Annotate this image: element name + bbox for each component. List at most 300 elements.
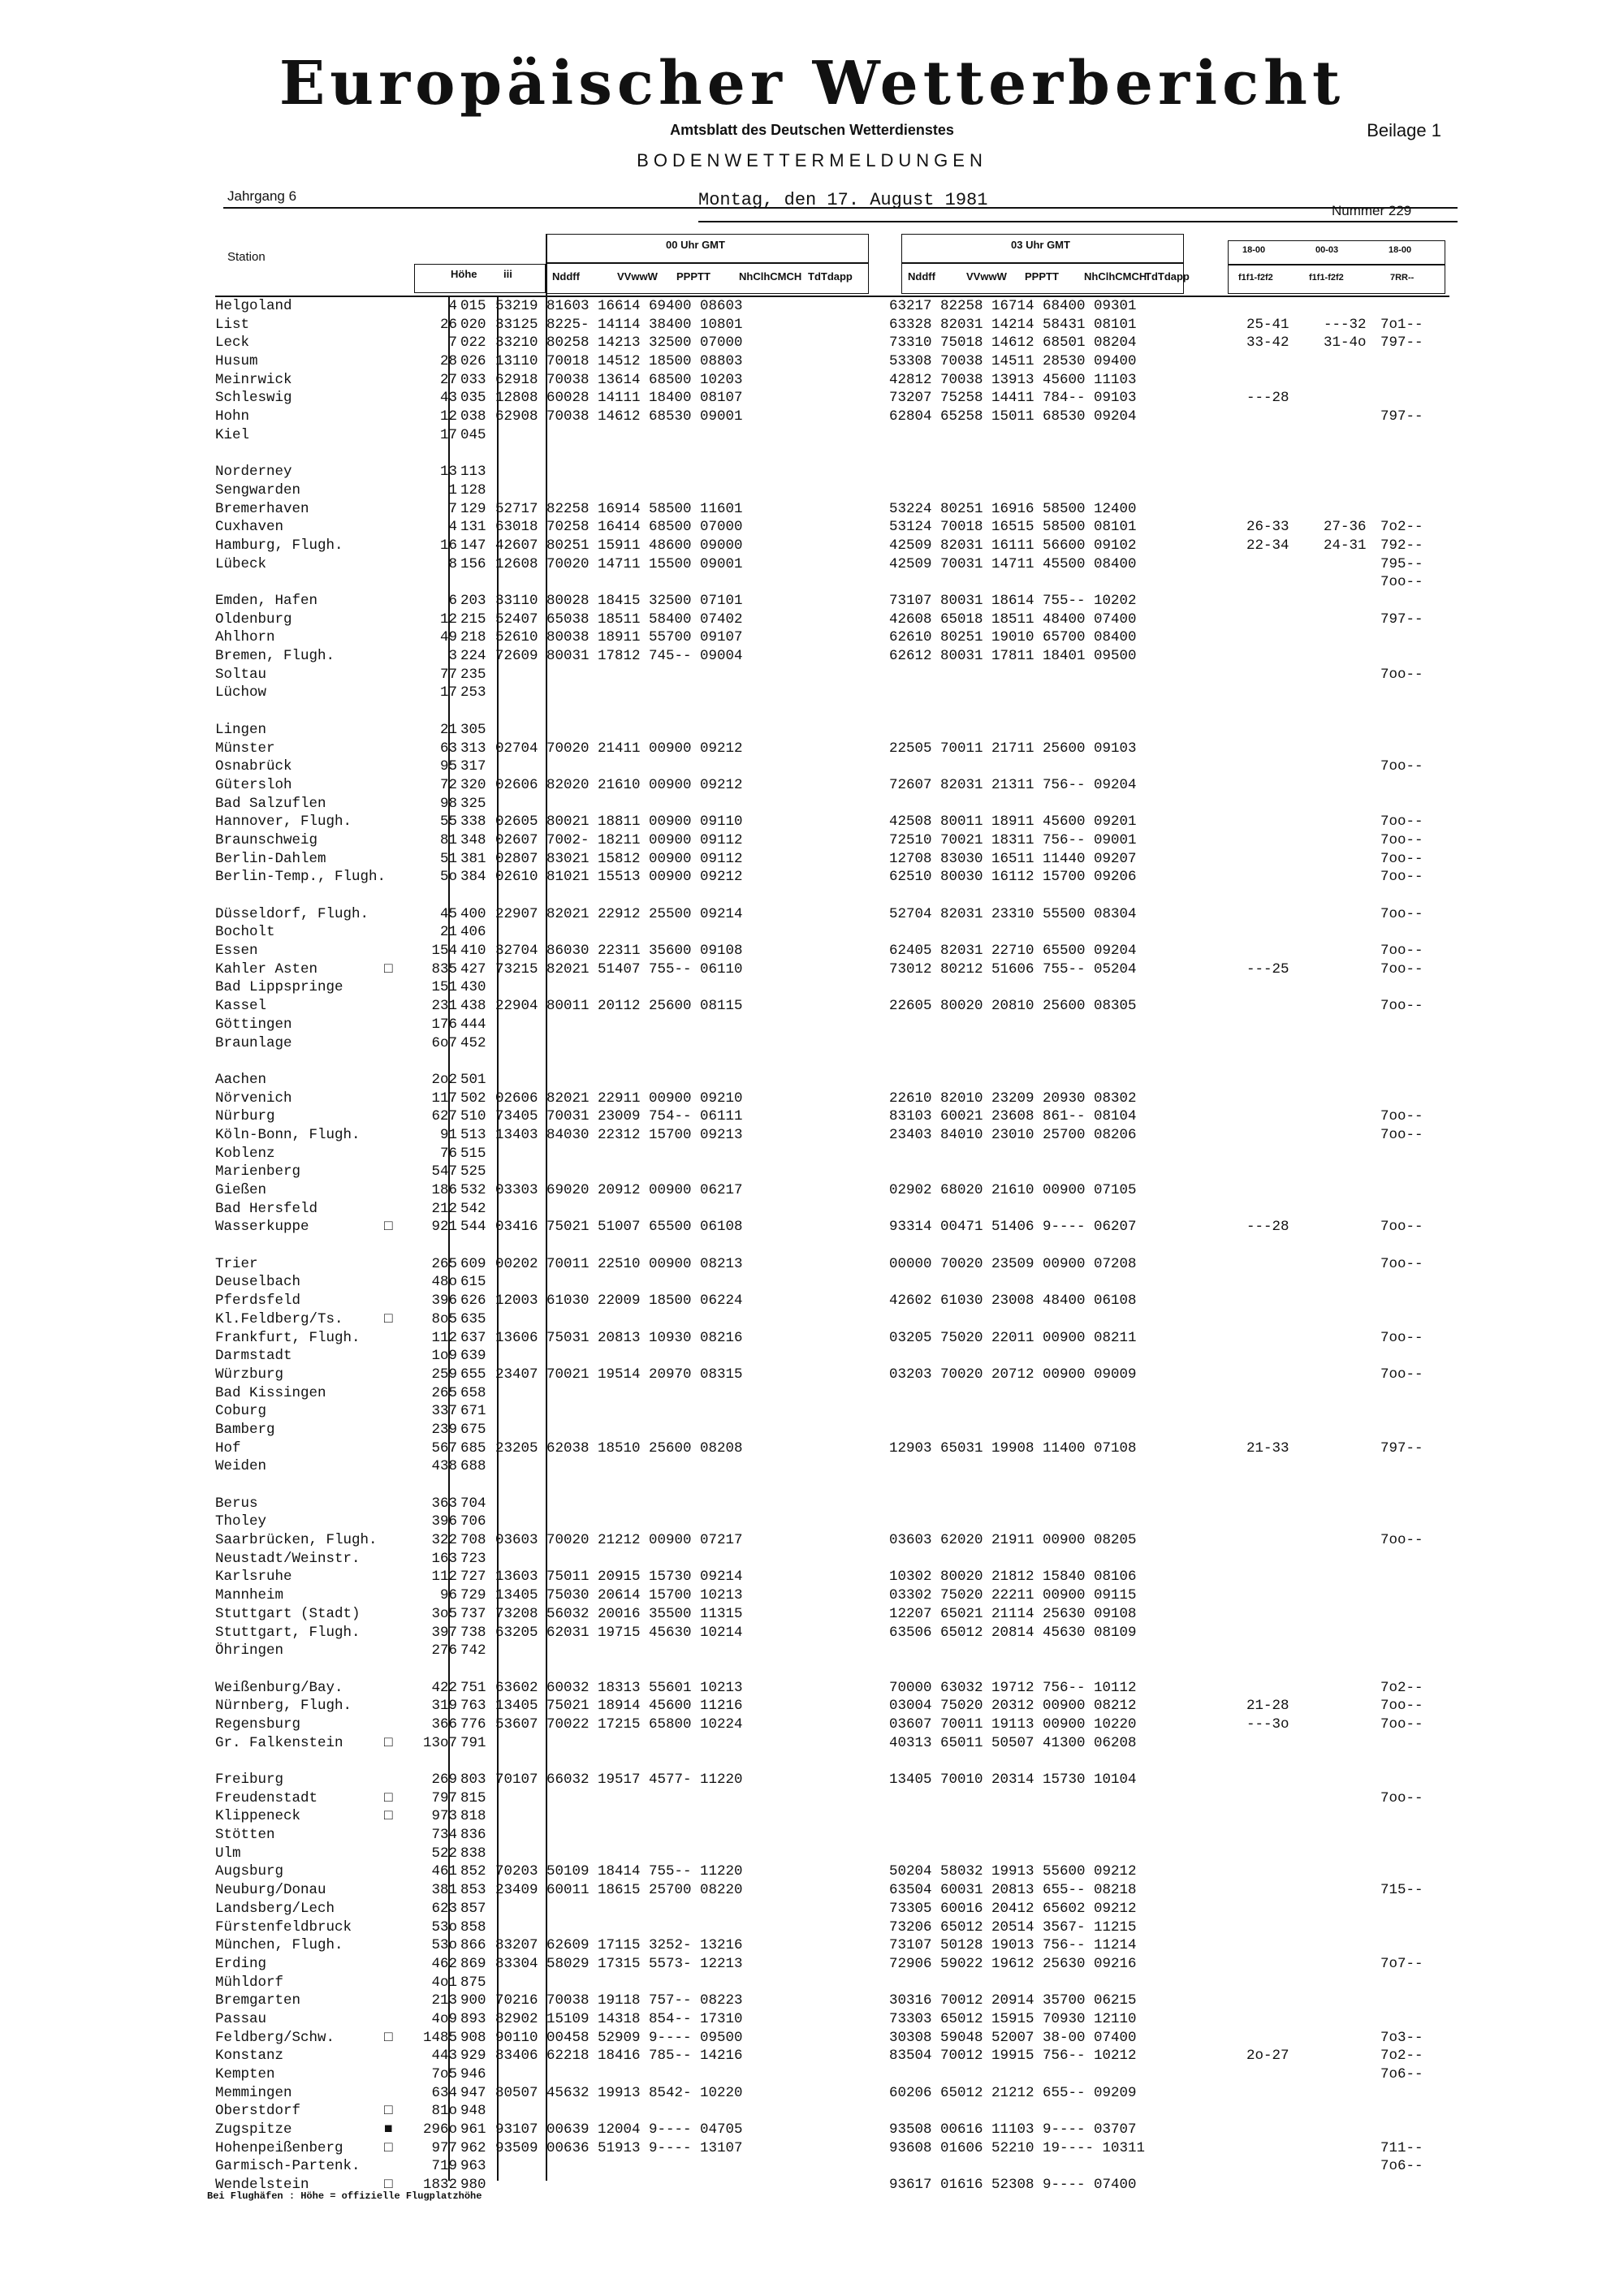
station-name: Sengwarden: [215, 481, 301, 498]
rr-7rr: 7oo--: [1380, 1698, 1423, 1715]
obs-03gmt: 03004 75020 20312 00900 08212: [889, 1698, 1137, 1715]
station-name: Cuxhaven: [215, 519, 284, 536]
station-name: Bad Kissingen: [215, 1384, 326, 1401]
station-number: 838: [460, 1845, 486, 1862]
obs-03gmt: 73305 60016 20412 65602 09212: [889, 1900, 1137, 1917]
station-name: Bocholt: [215, 924, 275, 941]
obs-03gmt: 03607 70011 19113 00900 10220: [889, 1716, 1137, 1733]
rr-18-00: 26-33: [1246, 519, 1289, 536]
obs-00gmt: 82902 15109 14318 854-- 17310: [495, 2010, 743, 2027]
table-row: [215, 1126, 1458, 1145]
table-row: [215, 1900, 1458, 1918]
table-row: [215, 2084, 1458, 2103]
obs-03gmt: 63506 65012 20814 45630 08109: [889, 1624, 1137, 1641]
obs-00gmt: 02610 81021 15513 00900 09212: [495, 869, 743, 886]
obs-00gmt: 00202 70011 22510 00900 08213: [495, 1255, 743, 1272]
obs-03gmt: 62612 80031 17811 18401 09500: [889, 648, 1137, 665]
rr-7rr: 7oo--: [1380, 960, 1423, 978]
obs-03gmt: 22505 70011 21711 25600 09103: [889, 740, 1137, 757]
station-name: Deuselbach: [215, 1274, 301, 1291]
station-height: 3o5: [431, 1605, 457, 1622]
station-height: 259: [431, 1366, 457, 1383]
table-row: [215, 1476, 1458, 1495]
rr-7rr: 7oo--: [1380, 1532, 1423, 1549]
station-name: Gütersloh: [215, 776, 292, 793]
station-height: 337: [431, 1403, 457, 1420]
station-number: 671: [460, 1403, 486, 1420]
station-height: 28: [439, 353, 457, 370]
station-number: 615: [460, 1274, 486, 1291]
station-height: 462: [431, 1955, 457, 1972]
table-row: [215, 2139, 1458, 2158]
rr-col-1: 18-00: [1242, 245, 1266, 255]
station-height: 81: [439, 831, 457, 848]
station-number: 510: [460, 1108, 486, 1125]
station-number: 815: [460, 1789, 486, 1806]
section-title: BODENWETTERMELDUNGEN: [637, 150, 987, 170]
station-height: 1o9: [431, 1348, 457, 1365]
station-height: 55: [439, 814, 457, 831]
obs-03gmt: 12207 65021 21114 25630 09108: [889, 1605, 1137, 1622]
obs-00gmt: 12003 61030 22009 18500 06224: [495, 1293, 743, 1310]
station-name: Soltau: [215, 666, 267, 683]
obs-03gmt: 73206 65012 20514 3567- 11215: [889, 1918, 1137, 1936]
rr-7rr: 7oo--: [1380, 998, 1423, 1015]
rr-18-00: ---28: [1246, 390, 1289, 407]
beilage-label: Beilage 1: [1367, 120, 1441, 140]
station-height: 43: [439, 390, 457, 407]
obs-03gmt: 60206 65012 21212 655-- 09209: [889, 2084, 1137, 2101]
table-row: [215, 1845, 1458, 1863]
station-name: Düsseldorf, Flugh.: [215, 905, 369, 922]
table-row: [215, 1107, 1458, 1126]
mountain-marker: □: [384, 2029, 393, 2046]
obs-00gmt: 13405 75021 18914 45600 11216: [495, 1698, 743, 1715]
station-name: Kahler Asten: [215, 960, 318, 978]
obs-03gmt: 12903 65031 19908 11400 07108: [889, 1439, 1137, 1457]
table-row: [215, 1716, 1458, 1734]
obs-03gmt: 93508 00616 11103 9---- 03707: [889, 2121, 1137, 2138]
station-name: Helgoland: [215, 298, 292, 314]
rr-18-00: 2o-27: [1246, 2048, 1289, 2065]
station-number: 410: [460, 943, 486, 960]
station-height: 21: [439, 721, 457, 738]
station-name: Hamburg, Flugh.: [215, 537, 343, 554]
station-number: 427: [460, 960, 486, 978]
gmt03-group-1: Nddff: [908, 270, 935, 283]
gmt00-group-1: Nddff: [552, 270, 580, 283]
mountain-marker: □: [384, 960, 393, 978]
station-height: 4o1: [431, 1974, 457, 1991]
station-number: 852: [460, 1863, 486, 1880]
table-row: [215, 1200, 1458, 1219]
obs-03gmt: 83103 60021 23608 861-- 08104: [889, 1108, 1137, 1125]
rr-7rr: 797--: [1380, 611, 1423, 628]
obs-00gmt: 90110 00458 52909 9---- 09500: [495, 2029, 743, 2046]
station-number: 015: [460, 298, 486, 314]
obs-03gmt: 52704 82031 23310 55500 08304: [889, 905, 1137, 922]
table-row: [215, 1586, 1458, 1605]
station-name: Stuttgart, Flugh.: [215, 1624, 361, 1641]
station-name: Essen: [215, 943, 258, 960]
document-title: Europäischer Wetterbericht: [279, 49, 1345, 119]
station-number: 438: [460, 998, 486, 1015]
station-number: 655: [460, 1366, 486, 1383]
mountain-marker: □: [384, 2103, 393, 2120]
station-height: 186: [431, 1182, 457, 1198]
table-row: [215, 1642, 1458, 1660]
obs-03gmt: 42602 61030 23008 48400 06108: [889, 1293, 1137, 1310]
table-row: [215, 850, 1458, 869]
station-name: Koblenz: [215, 1145, 275, 1162]
table-row: [215, 1955, 1458, 1974]
station-height: 397: [431, 1624, 457, 1641]
station-height: 1832: [422, 2177, 457, 2194]
station-height: 13: [439, 464, 457, 481]
table-row: [215, 2029, 1458, 2048]
station-height: 366: [431, 1716, 457, 1733]
station-number: 948: [460, 2103, 486, 2120]
obs-00gmt: 02607 7002- 18211 00900 09112: [495, 831, 743, 848]
rr-7rr: 7o7--: [1380, 1955, 1423, 1972]
station-name: Münster: [215, 740, 275, 757]
station-height: 77: [439, 666, 457, 683]
station-number: 706: [460, 1513, 486, 1530]
rr-7rr: 7oo--: [1380, 1255, 1423, 1272]
station-number: 875: [460, 1974, 486, 1991]
issue-date: Montag, den 17. August 1981: [698, 190, 988, 210]
obs-00gmt: 83304 58029 17315 5573- 12213: [495, 1955, 743, 1972]
station-name: Ulm: [215, 1845, 241, 1862]
table-row: [215, 1090, 1458, 1108]
document-subtitle: Amtsblatt des Deutschen Wetterdienstes: [670, 122, 954, 138]
station-number: 544: [460, 1219, 486, 1236]
station-number: 035: [460, 390, 486, 407]
table-row: [215, 1181, 1458, 1200]
table-row: [215, 1789, 1458, 1808]
gmt03-group-5: TdTdapp: [1145, 270, 1190, 283]
station-name: Memmingen: [215, 2084, 292, 2101]
obs-00gmt: 22904 80011 20112 25600 08115: [495, 998, 743, 1015]
station-number: 218: [460, 629, 486, 646]
table-row: [215, 1163, 1458, 1181]
station-name: Kassel: [215, 998, 267, 1015]
obs-03gmt: 03203 70020 20712 00900 09009: [889, 1366, 1137, 1383]
table-row: [215, 628, 1458, 647]
station-number: 525: [460, 1163, 486, 1180]
rr-7rr: 7oo--: [1380, 1126, 1423, 1143]
obs-00gmt: 22907 82021 22912 25500 09214: [495, 905, 743, 922]
table-row: [215, 2047, 1458, 2065]
station-number: 908: [460, 2029, 486, 2046]
station-height: 96: [439, 1587, 457, 1604]
station-height: 627: [431, 1108, 457, 1125]
station-number: 609: [460, 1255, 486, 1272]
station-number: 858: [460, 1918, 486, 1936]
station-name: Osnabrück: [215, 758, 292, 775]
station-name: Göttingen: [215, 1016, 292, 1033]
station-name: Berlin-Dahlem: [215, 850, 326, 867]
obs-03gmt: 42509 70031 14711 45500 08400: [889, 555, 1137, 572]
station-name: Oldenburg: [215, 611, 292, 628]
station-name: Stuttgart (Stadt): [215, 1605, 361, 1622]
table-row: [215, 905, 1458, 924]
station-name: Hannover, Flugh.: [215, 814, 352, 831]
station-height: 17: [439, 426, 457, 443]
station-name: Emden, Hafen: [215, 593, 318, 609]
station-name: Schleswig: [215, 390, 292, 407]
table-row: [215, 813, 1458, 831]
station-name: Köln-Bonn, Flugh.: [215, 1126, 361, 1143]
station-number: 348: [460, 831, 486, 848]
table-row: [215, 1974, 1458, 1992]
station-number: 866: [460, 1937, 486, 1954]
table-row: [215, 1771, 1458, 1789]
station-height: 6: [448, 593, 457, 609]
rr-7rr: 7oo--: [1380, 943, 1423, 960]
rr-7rr: 7o2--: [1380, 2048, 1423, 2065]
table-row: [215, 647, 1458, 666]
station-height: 797: [431, 1789, 457, 1806]
station-number: 962: [460, 2139, 486, 2156]
station-height: 396: [431, 1513, 457, 1530]
obs-00gmt: 02704 70020 21411 00900 09212: [495, 740, 743, 757]
gmt03-group-3: PPPTT: [1025, 270, 1059, 283]
station-number: 675: [460, 1421, 486, 1438]
rr-7rr: 7oo--: [1380, 758, 1423, 775]
station-height: 438: [431, 1458, 457, 1475]
station-name: Landsberg/Lech: [215, 1900, 335, 1917]
gmt00-group-3: PPPTT: [676, 270, 710, 283]
obs-00gmt: 13603 75011 20915 15730 09214: [495, 1569, 743, 1586]
station-name: Konstanz: [215, 2048, 284, 2065]
station-number: 900: [460, 1992, 486, 2009]
station-height: 91: [439, 1126, 457, 1143]
station-name: Mühldorf: [215, 1974, 284, 1991]
station-number: 131: [460, 519, 486, 536]
obs-03gmt: 63217 82258 16714 68400 09301: [889, 298, 1137, 314]
station-height: 623: [431, 1900, 457, 1917]
obs-03gmt: 22605 80020 20810 25600 08305: [889, 998, 1137, 1015]
station-number: 704: [460, 1495, 486, 1512]
table-row: [215, 1531, 1458, 1550]
station-name: Bremgarten: [215, 1992, 301, 2009]
obs-03gmt: 30316 70012 20914 35700 06215: [889, 1992, 1137, 2009]
obs-00gmt: 73215 82021 51407 755-- 06110: [495, 960, 743, 978]
station-height: 4: [448, 298, 457, 314]
obs-03gmt: 70000 63032 19712 756-- 10112: [889, 1679, 1137, 1696]
obs-00gmt: 93107 00639 12004 9---- 04705: [495, 2121, 743, 2138]
jahrgang-label: Jahrgang 6: [227, 188, 297, 204]
station-height: 112: [431, 1329, 457, 1346]
table-row: [215, 978, 1458, 997]
station-height: 265: [431, 1384, 457, 1401]
mountain-marker: □: [384, 1808, 393, 1825]
obs-00gmt: 13110 70018 14512 18500 08803: [495, 353, 743, 370]
station-name: Norderney: [215, 464, 292, 481]
table-row: [215, 537, 1458, 555]
rr-7rr: 7oo--: [1380, 666, 1423, 683]
station-height: 396: [431, 1293, 457, 1310]
rr-7rr: 795--: [1380, 555, 1423, 572]
table-row: [215, 1347, 1458, 1366]
station-height: 7o5: [431, 2066, 457, 2082]
obs-03gmt: 62405 82031 22710 65500 09204: [889, 943, 1137, 960]
station-height: 12: [439, 611, 457, 628]
station-height: 45: [439, 905, 457, 922]
obs-03gmt: 53124 70018 16515 58500 08101: [889, 519, 1137, 536]
station-number: 836: [460, 1827, 486, 1844]
table-row: [215, 1752, 1458, 1771]
obs-03gmt: 73303 65012 15915 70930 12110: [889, 2010, 1137, 2027]
station-name: Stötten: [215, 1827, 275, 1844]
table-row: [215, 1236, 1458, 1255]
rr-18-00: 21-33: [1246, 1439, 1289, 1457]
station-name: Nürburg: [215, 1108, 275, 1125]
rr-7rr: 797--: [1380, 1439, 1423, 1457]
station-number: 215: [460, 611, 486, 628]
station-height: 8: [448, 555, 457, 572]
station-height: 231: [431, 998, 457, 1015]
station-name: Gießen: [215, 1182, 267, 1198]
obs-00gmt: 52717 82258 16914 58500 11601: [495, 500, 743, 517]
station-number: 020: [460, 316, 486, 333]
obs-00gmt: 93509 00636 51913 9---- 13107: [495, 2139, 743, 2156]
station-name: Husum: [215, 353, 258, 370]
station-name: Kempten: [215, 2066, 275, 2082]
obs-03gmt: 62510 80030 16112 15700 09206: [889, 869, 1137, 886]
station-height: 567: [431, 1439, 457, 1457]
station-height: 269: [431, 1772, 457, 1788]
station-number: 320: [460, 776, 486, 793]
obs-03gmt: 40313 65011 50507 41300 06208: [889, 1734, 1137, 1751]
table-row: [215, 666, 1458, 684]
table-row: [215, 831, 1458, 850]
station-name: Lübeck: [215, 555, 267, 572]
table-row: [215, 887, 1458, 905]
obs-03gmt: 13405 70010 20314 15730 10104: [889, 1772, 1137, 1788]
station-name: Trier: [215, 1255, 258, 1272]
table-row: [215, 1624, 1458, 1642]
table-row: [215, 389, 1458, 408]
table-row: [215, 1862, 1458, 1881]
station-number: 515: [460, 1145, 486, 1162]
rr-7rr: 7o6--: [1380, 2158, 1423, 2175]
table-row: [215, 1145, 1458, 1163]
rr-7rr: 7oo--: [1380, 869, 1423, 886]
station-number: 452: [460, 1034, 486, 1051]
gmt00-group-4: NhClhCMCH: [739, 270, 802, 283]
station-height: 443: [431, 2048, 457, 2065]
station-height: 53o: [431, 1937, 457, 1954]
station-height: 26: [439, 316, 457, 333]
obs-03gmt: 63328 82031 14214 58431 08101: [889, 316, 1137, 333]
table-row: [215, 1421, 1458, 1439]
station-number: 026: [460, 353, 486, 370]
obs-00gmt: 70216 70038 19118 757-- 08223: [495, 1992, 743, 2009]
obs-00gmt: 63018 70258 16414 68500 07000: [495, 519, 743, 536]
rr-18-00: ---28: [1246, 1219, 1289, 1236]
station-name: Erding: [215, 1955, 267, 1972]
rr-col-2: 00-03: [1315, 245, 1339, 255]
station-height: 322: [431, 1532, 457, 1549]
station-number: 763: [460, 1698, 486, 1715]
station-height: 112: [431, 1569, 457, 1586]
obs-00gmt: 03303 69020 20912 00900 06217: [495, 1182, 743, 1198]
obs-03gmt: 62610 80251 19010 65700 08400: [889, 629, 1137, 646]
col-header-iii: iii: [503, 268, 512, 280]
station-number: 381: [460, 850, 486, 867]
table-row: [215, 1605, 1458, 1624]
station-number: 400: [460, 905, 486, 922]
station-number: 532: [460, 1182, 486, 1198]
station-name: Tholey: [215, 1513, 267, 1530]
obs-03gmt: 53224 80251 16916 58500 12400: [889, 500, 1137, 517]
station-name: Karlsruhe: [215, 1569, 292, 1586]
station-name: Weißenburg/Bay.: [215, 1679, 343, 1696]
station-name: List: [215, 316, 250, 333]
station-name: Frankfurt, Flugh.: [215, 1329, 361, 1346]
table-row: [215, 684, 1458, 702]
station-name: Bremen, Flugh.: [215, 648, 335, 665]
obs-00gmt: 13403 84030 22312 15700 09213: [495, 1126, 743, 1143]
rr-7rr: 7o2--: [1380, 519, 1423, 536]
table-row: [215, 1439, 1458, 1458]
table-row: [215, 1016, 1458, 1034]
station-number: 338: [460, 814, 486, 831]
station-number: 857: [460, 1900, 486, 1917]
station-name: Bamberg: [215, 1421, 275, 1438]
station-height: 2o2: [431, 1071, 457, 1088]
mountain-marker: □: [384, 2177, 393, 2194]
rr-col-3: 18-00: [1389, 245, 1412, 255]
station-name: Lingen: [215, 721, 267, 738]
station-height: 98: [439, 795, 457, 812]
station-number: 253: [460, 684, 486, 701]
obs-00gmt: 03416 75021 51007 65500 06108: [495, 1219, 743, 1236]
obs-03gmt: 03302 75020 22211 00900 09115: [889, 1587, 1137, 1604]
obs-03gmt: 73012 80212 51606 755-- 05204: [889, 960, 1137, 978]
station-name: Kl.Feldberg/Ts.: [215, 1310, 343, 1327]
gmt03-label: 03 Uhr GMT: [1011, 239, 1070, 251]
rr-18-00: 33-42: [1246, 334, 1289, 352]
table-row: [215, 2065, 1458, 2084]
station-height: 4: [448, 519, 457, 536]
table-row: [215, 1402, 1458, 1421]
obs-03gmt: 30308 59048 52007 38-00 07400: [889, 2029, 1137, 2046]
station-height: 921: [431, 1219, 457, 1236]
col-header-station: Station: [227, 250, 266, 264]
mountain-marker: □: [384, 1310, 393, 1327]
obs-00gmt: 70107 66032 19517 4577- 11220: [495, 1772, 743, 1788]
station-height: 422: [431, 1679, 457, 1696]
table-row: [215, 1384, 1458, 1403]
obs-00gmt: 73208 56032 20016 35500 11315: [495, 1605, 743, 1622]
footnote: Bei Flughäfen : Höhe = offizielle Flugplatzhöhe: [207, 2190, 482, 2202]
station-height: 1: [448, 481, 457, 498]
station-name: Weiden: [215, 1458, 267, 1475]
station-name: Feldberg/Schw.: [215, 2029, 335, 2046]
table-row: [215, 2157, 1458, 2176]
obs-00gmt: 83406 62218 18416 785-- 14216: [495, 2048, 743, 2065]
station-height: 117: [431, 1090, 457, 1107]
rr-7rr: 715--: [1380, 1882, 1423, 1899]
station-height: 276: [431, 1642, 457, 1659]
rr-7rr: 792--: [1380, 537, 1423, 554]
mountain-marker: □: [384, 1789, 393, 1806]
obs-03gmt: 22610 82010 23209 20930 08302: [889, 1090, 1137, 1107]
obs-03gmt: 42812 70038 13913 45600 11103: [889, 371, 1137, 388]
